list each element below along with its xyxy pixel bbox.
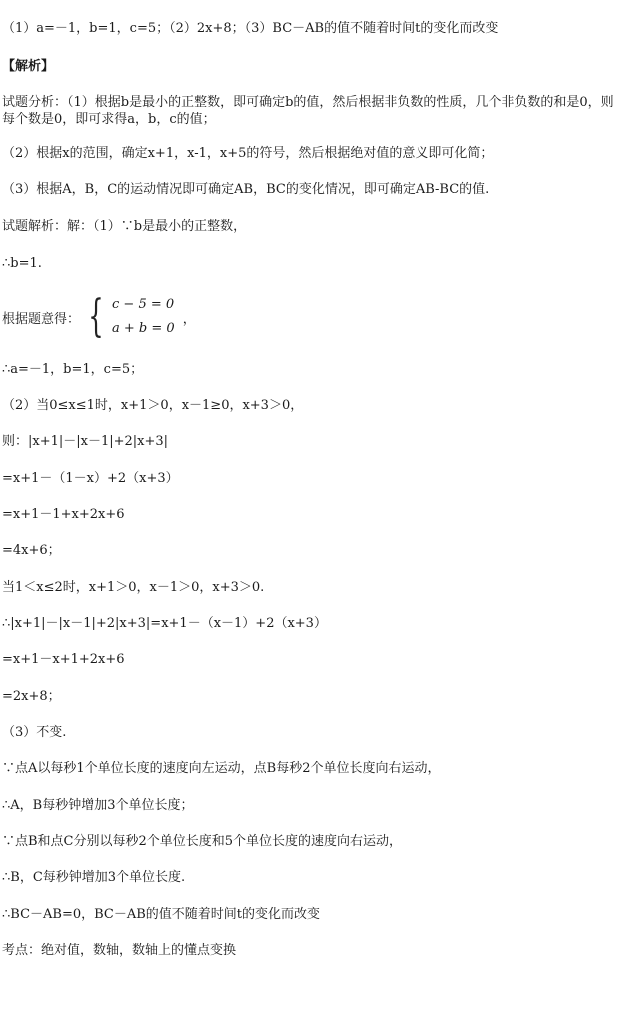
solution-line-1: 试题解析：解：（1）∵b是最小的正整数，	[2, 219, 247, 234]
solution-line-4: （2）当0≤x≤1时，x+1＞0，x－1≥0，x+3＞0，	[2, 398, 304, 413]
solution-line-13: （3）不变.	[2, 725, 67, 740]
equation-system	[2, 292, 196, 342]
solution-line-3: ∴a=－1，b=1，c=5；	[2, 362, 144, 377]
analysis-paragraph-2: （2）根据x的范围，确定x+1，x-1，x+5的符号，然后根据绝对值的意义即可化简；	[2, 146, 494, 161]
solution-line-8: =4x+6；	[2, 543, 61, 558]
solution-line-16: ∵点B和点C分别以每秒2个单位长度和5个单位长度的速度向右运动，	[2, 834, 403, 849]
system-comma: ，	[182, 311, 196, 327]
solution-line-18: ∴BC－AB=0，BC－AB的值不随着时间t的变化而改变	[2, 907, 321, 922]
kaodian-line: 考点：绝对值，数轴，数轴上的懂点变换	[2, 943, 237, 958]
equation-stack	[112, 295, 175, 339]
analysis-header: 【解析】	[2, 59, 55, 74]
left-brace-icon: {	[88, 291, 104, 342]
solution-line-17: ∴B，C每秒钟增加3个单位长度.	[2, 870, 186, 885]
answer-line: （1）a=－1，b=1，c=5；（2）2x+8；（3）BC－AB的值不随着时间t的变化而改变	[2, 21, 499, 36]
equation-2: a + b = 0	[112, 321, 175, 336]
solution-line-12: =2x+8；	[2, 689, 61, 704]
solution-line-11: =x+1－x+1+2x+6	[2, 652, 125, 667]
analysis-paragraph-1: 试题分析：（1）根据b是最小的正整数，即可确定b的值，然后根据非负数的性质，几个非负数的和是0，则每个数是0，即可求得a，b，c的值；	[2, 95, 614, 127]
system-label: 根据题意得：	[2, 311, 81, 327]
solution-line-14: ∵点A以每秒1个单位长度的速度向左运动，点B每秒2个单位长度向右运动，	[2, 761, 441, 776]
solution-line-15: ∴A，B每秒钟增加3个单位长度；	[2, 798, 194, 813]
solution-line-7: =x+1－1+x+2x+6	[2, 507, 125, 522]
analysis-paragraph-3: （3）根据A，B，C的运动情况即可确定AB，BC的变化情况，即可确定AB-BC的值.	[2, 182, 490, 197]
solution-line-6: =x+1－（1－x）+2（x+3）	[2, 471, 179, 486]
solution-line-9: 当1＜x≤2时，x+1＞0，x－1＞0，x+3＞0.	[2, 580, 265, 595]
solution-line-5: 则：|x+1|－|x－1|+2|x+3|	[2, 434, 169, 449]
equation-1: c − 5 = 0	[112, 297, 175, 312]
solution-line-2: ∴b=1.	[2, 256, 42, 271]
solution-line-10: ∴|x+1|－|x－1|+2|x+3|=x+1－（x－1）+2（x+3）	[2, 616, 327, 631]
